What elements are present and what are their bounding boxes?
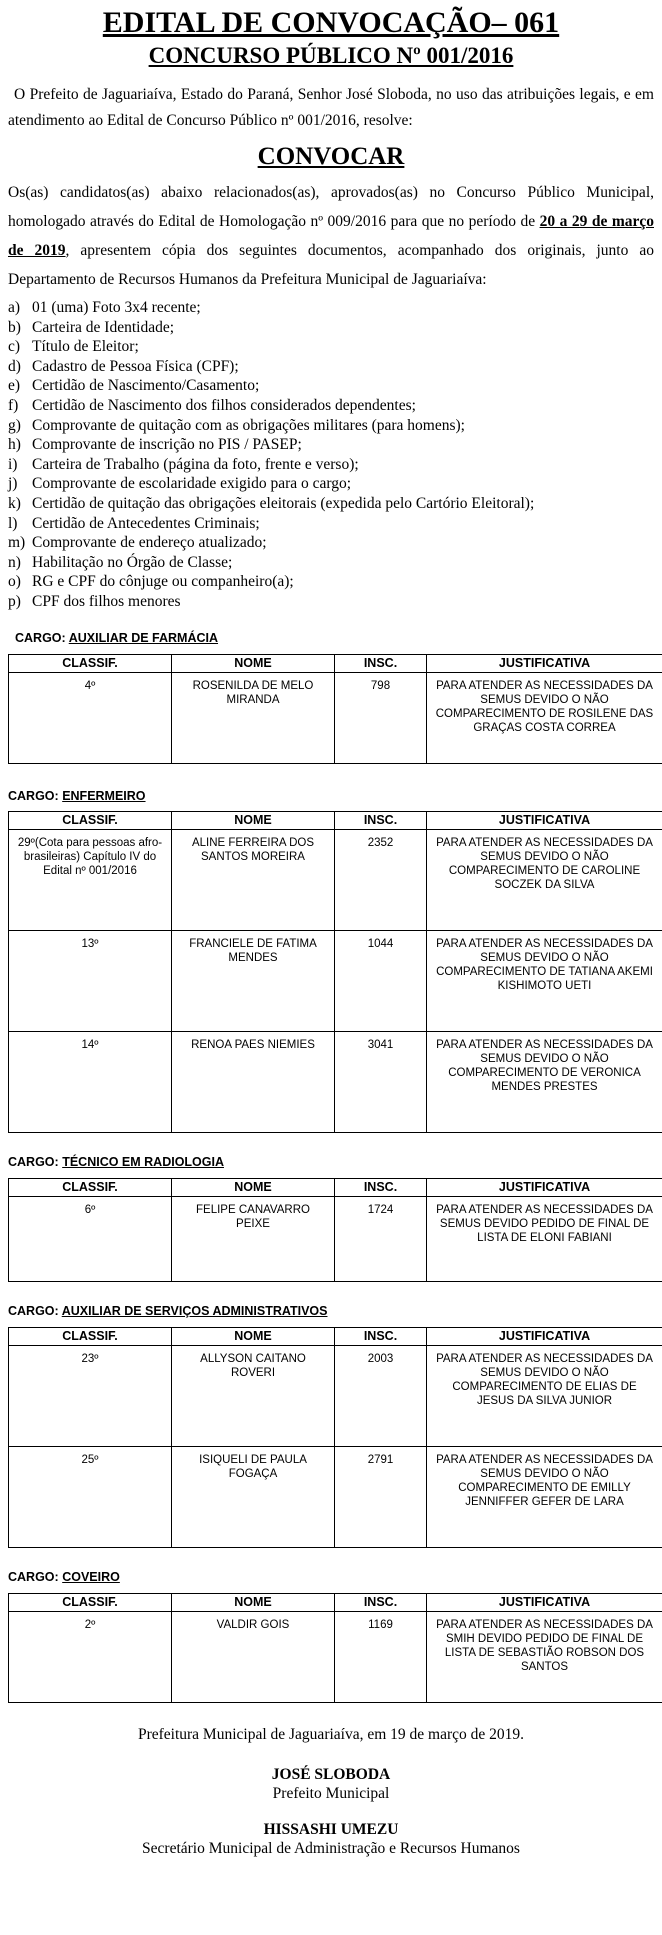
cell-justificativa: PARA ATENDER AS NECESSIDADES DA SEMUS DEVIDO O NÃO COMPARECIMENTO DE VERONICA MENDES PRESTES [427, 1031, 662, 1132]
signature-block [8, 1703, 654, 1858]
cell-insc: 2791 [335, 1446, 427, 1547]
cell-insc: 2003 [335, 1345, 427, 1446]
header-justificativa: JUSTIFICATIVA [427, 654, 662, 672]
list-item-letter: a) [8, 298, 32, 318]
candidates-table [8, 811, 662, 1133]
list-item-text: RG e CPF do cônjuge ou companheiro(a); [32, 572, 294, 592]
table-header-row [9, 1593, 662, 1611]
documents-list [8, 298, 654, 612]
cargo-name: ENFERMEIRO [62, 789, 145, 803]
body-paragraph [8, 178, 654, 294]
header-insc: INSC. [335, 1593, 427, 1611]
candidates-table [8, 1178, 662, 1282]
list-item-text: Certidão de Antecedentes Criminais; [32, 514, 260, 534]
list-item-text: 01 (uma) Foto 3x4 recente; [32, 298, 201, 318]
table-row [9, 930, 662, 1031]
signer-title: Secretário Municipal de Administração e Recursos Humanos [8, 1839, 654, 1858]
header-classif: CLASSIF. [9, 1178, 172, 1196]
list-item [8, 494, 654, 514]
table-header-row [9, 811, 662, 829]
header-justificativa: JUSTIFICATIVA [427, 811, 662, 829]
list-item-text: Comprovante de escolaridade exigido para o cargo; [32, 474, 351, 494]
signer-title: Prefeito Municipal [8, 1784, 654, 1803]
table-row [9, 829, 662, 930]
list-item-text: Comprovante de inscrição no PIS / PASEP; [32, 435, 302, 455]
cell-nome: FRANCIELE DE FATIMA MENDES [172, 930, 335, 1031]
table-row [9, 1196, 662, 1281]
table-header-row [9, 654, 662, 672]
cell-insc: 1044 [335, 930, 427, 1031]
header-nome: NOME [172, 811, 335, 829]
cargo-heading [8, 628, 654, 648]
list-item-text: Carteira de Trabalho (página da foto, frente e verso); [32, 455, 359, 475]
signer-name: JOSÉ SLOBODA [8, 1765, 654, 1784]
list-item-text: Comprovante de endereço atualizado; [32, 533, 267, 553]
header-nome: NOME [172, 1327, 335, 1345]
header-insc: INSC. [335, 1178, 427, 1196]
cell-classif: 4º [9, 672, 172, 763]
candidates-table [8, 1593, 662, 1703]
cell-justificativa: PARA ATENDER AS NECESSIDADES DA SEMUS DEVIDO O NÃO COMPARECIMENTO DE CAROLINE SOCZEK DA SILVA [427, 829, 662, 930]
cell-insc: 1724 [335, 1196, 427, 1281]
document-title: EDITAL DE CONVOCAÇÃO– 061 [8, 6, 654, 40]
list-item-text: Habilitação no Órgão de Classe; [32, 553, 232, 573]
cargo-name: TÉCNICO EM RADIOLOGIA [62, 1155, 224, 1169]
header-insc: INSC. [335, 811, 427, 829]
table-header-row [9, 1178, 662, 1196]
list-item-text: Certidão de Nascimento/Casamento; [32, 376, 259, 396]
list-item [8, 337, 654, 357]
cell-nome: ISIQUELI DE PAULA FOGAÇA [172, 1446, 335, 1547]
signer-name: HISSASHI UMEZU [8, 1820, 654, 1839]
cell-classif: 14º [9, 1031, 172, 1132]
header-nome: NOME [172, 1593, 335, 1611]
list-item-text: CPF dos filhos menores [32, 592, 181, 612]
table-row [9, 1031, 662, 1132]
list-item [8, 376, 654, 396]
cell-nome: ROSENILDA DE MELO MIRANDA [172, 672, 335, 763]
cell-nome: FELIPE CANAVARRO PEIXE [172, 1196, 335, 1281]
list-item-letter: j) [8, 474, 32, 494]
header-justificativa: JUSTIFICATIVA [427, 1593, 662, 1611]
table-row [9, 1345, 662, 1446]
cargo-heading [8, 1567, 654, 1587]
cell-nome: RENOA PAES NIEMIES [172, 1031, 335, 1132]
cell-insc: 798 [335, 672, 427, 763]
table-row [9, 672, 662, 763]
cargo-label: CARGO: [15, 631, 66, 645]
list-item-letter: l) [8, 514, 32, 534]
list-item [8, 435, 654, 455]
list-item [8, 514, 654, 534]
header-classif: CLASSIF. [9, 811, 172, 829]
cargo-name: COVEIRO [62, 1570, 120, 1584]
list-item-letter: k) [8, 494, 32, 514]
list-item-text: Certidão de quitação das obrigações eleitorais (expedida pelo Cartório Eleitoral); [32, 494, 534, 514]
cell-justificativa: PARA ATENDER AS NECESSIDADES DA SEMUS DEVIDO PEDIDO DE FINAL DE LISTA DE ELONI FABIANI [427, 1196, 662, 1281]
list-item-text: Cadastro de Pessoa Física (CPF); [32, 357, 239, 377]
cell-justificativa: PARA ATENDER AS NECESSIDADES DA SMIH DEVIDO PEDIDO DE FINAL DE LISTA DE SEBASTIÃO ROBSON DOS SANTOS [427, 1611, 662, 1702]
list-item-letter: f) [8, 396, 32, 416]
list-item-letter: b) [8, 318, 32, 338]
cargo-heading [8, 786, 654, 806]
cell-justificativa: PARA ATENDER AS NECESSIDADES DA SEMUS DEVIDO O NÃO COMPARECIMENTO DE ROSILENE DAS GRAÇAS COSTA CORREA [427, 672, 662, 763]
header-justificativa: JUSTIFICATIVA [427, 1327, 662, 1345]
list-item-letter: i) [8, 455, 32, 475]
list-item-letter: e) [8, 376, 32, 396]
list-item [8, 357, 654, 377]
cell-insc: 3041 [335, 1031, 427, 1132]
cell-classif: 2º [9, 1611, 172, 1702]
list-item [8, 553, 654, 573]
cell-insc: 2352 [335, 829, 427, 930]
body-period: 20 a 29 de março de 2019 [8, 213, 654, 259]
list-item [8, 533, 654, 553]
list-item [8, 416, 654, 436]
list-item [8, 396, 654, 416]
convocar-heading: CONVOCAR [8, 142, 654, 172]
table-row [9, 1446, 662, 1547]
table-row [9, 1611, 662, 1702]
candidates-table [8, 654, 662, 764]
list-item-text: Certidão de Nascimento dos filhos considerados dependentes; [32, 396, 416, 416]
cargo-label: CARGO: [8, 789, 59, 803]
header-classif: CLASSIF. [9, 1327, 172, 1345]
list-item-letter: n) [8, 553, 32, 573]
cell-classif: 13º [9, 930, 172, 1031]
cell-nome: ALLYSON CAITANO ROVERI [172, 1345, 335, 1446]
list-item [8, 318, 654, 338]
header-insc: INSC. [335, 1327, 427, 1345]
cell-classif: 23º [9, 1345, 172, 1446]
list-item [8, 474, 654, 494]
list-item [8, 455, 654, 475]
list-item [8, 592, 654, 612]
cell-nome: ALINE FERREIRA DOS SANTOS MOREIRA [172, 829, 335, 930]
header-classif: CLASSIF. [9, 654, 172, 672]
header-classif: CLASSIF. [9, 1593, 172, 1611]
cell-justificativa: PARA ATENDER AS NECESSIDADES DA SEMUS DEVIDO O NÃO COMPARECIMENTO DE ELIAS DE JESUS DA SILVA JUNIOR [427, 1345, 662, 1446]
cargo-heading [8, 1301, 654, 1321]
cargo-heading [8, 1152, 654, 1172]
intro-paragraph: O Prefeito de Jaguariaíva, Estado do Paraná, Senhor José Sloboda, no uso das atribuições legais, e em atendimento ao Edital de Concurso Público nº 001/2016, resolve: [8, 82, 654, 134]
list-item-letter: h) [8, 435, 32, 455]
cell-classif: 6º [9, 1196, 172, 1281]
list-item [8, 298, 654, 318]
cell-classif: 29º(Cota para pessoas afro-brasileiras) Capítulo IV do Edital nº 001/2016 [9, 829, 172, 930]
header-nome: NOME [172, 1178, 335, 1196]
list-item-text: Comprovante de quitação com as obrigações militares (para homens); [32, 416, 465, 436]
list-item-letter: d) [8, 357, 32, 377]
list-item-text: Título de Eleitor; [32, 337, 139, 357]
candidates-table [8, 1327, 662, 1548]
list-item-letter: p) [8, 592, 32, 612]
list-item-letter: g) [8, 416, 32, 436]
cargo-name: AUXILIAR DE FARMÁCIA [69, 631, 218, 645]
body-text-part2: , apresentem cópia dos seguintes documentos, acompanhado dos originais, junto ao Departamento de Recursos Humanos da Prefeitura Municipal de Jaguariaíva: [8, 242, 654, 288]
list-item-letter: m) [8, 533, 32, 553]
header-insc: INSC. [335, 654, 427, 672]
body-text-part1: Os(as) candidatos(as) abaixo relacionados(as), aprovados(as) no Concurso Público Municipal, homologado através do Edital de Homologação nº 009/2016 para que no período de [8, 184, 654, 230]
list-item-letter: c) [8, 337, 32, 357]
document-subtitle: CONCURSO PÚBLICO Nº 001/2016 [8, 42, 654, 70]
header-justificativa: JUSTIFICATIVA [427, 1178, 662, 1196]
list-item-letter: o) [8, 572, 32, 592]
cargo-label: CARGO: [8, 1570, 59, 1584]
table-header-row [9, 1327, 662, 1345]
cargo-label: CARGO: [8, 1155, 59, 1169]
cargo-name: AUXILIAR DE SERVIÇOS ADMINISTRATIVOS [62, 1304, 328, 1318]
cell-justificativa: PARA ATENDER AS NECESSIDADES DA SEMUS DEVIDO O NÃO COMPARECIMENTO DE EMILLY JENNIFFER GEFER DE LARA [427, 1446, 662, 1547]
cell-insc: 1169 [335, 1611, 427, 1702]
document-page [0, 6, 662, 1858]
header-nome: NOME [172, 654, 335, 672]
cell-justificativa: PARA ATENDER AS NECESSIDADES DA SEMUS DEVIDO O NÃO COMPARECIMENTO DE TATIANA AKEMI KISHIMOTO UETI [427, 930, 662, 1031]
cell-classif: 25º [9, 1446, 172, 1547]
cell-nome: VALDIR GOIS [172, 1611, 335, 1702]
cargo-label: CARGO: [8, 1304, 59, 1318]
list-item-text: Carteira de Identidade; [32, 318, 174, 338]
list-item [8, 572, 654, 592]
place-date: Prefeitura Municipal de Jaguariaíva, em 19 de março de 2019. [8, 1725, 654, 1744]
